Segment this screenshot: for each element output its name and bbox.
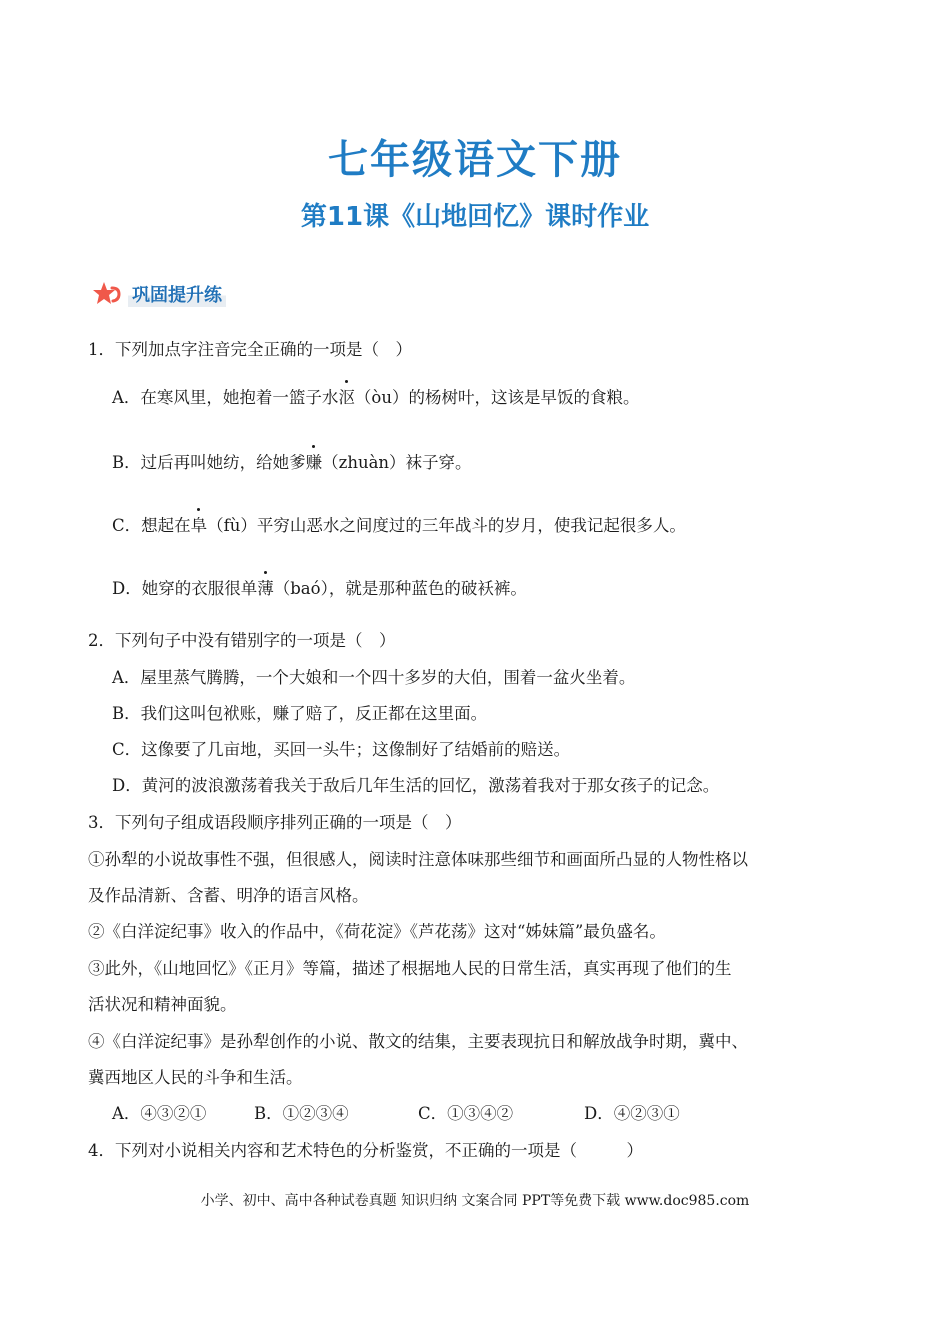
page-title: 七年级语文下册 [328,137,622,183]
q2-option-d: D．黄河的波浪激荡着我关于敌后几年生活的回忆，激荡着我对于那女孩子的记念。 [112,776,720,795]
q3-sentence-4-cont: 冀西地区人民的斗争和生活。 [88,1068,303,1087]
section-label: 巩固提升练 [128,281,226,307]
page-footer: 小学、初中、高中各种试卷真题 知识归纳 文案合同 PPT等免费下载 www.doc985.com [200,1193,750,1209]
q1-option-b: B．过后再叫她纺，给她爹赚（zhuàn）袜子穿。 [112,451,472,475]
q3-sentence-3: ③此外，《山地回忆》《正月》等篇，描述了根据地人民的日常生活，真实再现了他们的生 [88,959,732,978]
q3-sentence-1: ①孙犁的小说故事性不强，但很感人，阅读时注意体味那些细节和画面所凸显的人物性格以 [88,850,748,869]
question-2-stem: 2．下列句子中没有错别字的一项是（ ） [88,631,396,650]
q2-option-a: A．屋里蒸气腾腾，一个大娘和一个四十多岁的大伯，围着一盆火坐着。 [112,668,636,687]
question-4-stem: 4．下列对小说相关内容和艺术特色的分析鉴赏，不正确的一项是（ ） [88,1141,643,1160]
q3-option-b: B．①②③④ [254,1104,349,1123]
lesson-subtitle: 第11课《山地回忆》课时作业 [300,202,650,232]
q2-option-b: B．我们这叫包袱账，赚了赔了，反正都在这里面。 [112,704,488,723]
section-header [92,280,226,308]
q3-option-c: C．①③④② [418,1104,514,1123]
q1-option-d: D．她穿的衣服很单薄（baó），就是那种蓝色的破袄裤。 [112,577,527,601]
q1-option-c: C．想起在阜（fù）平穷山恶水之间度过的三年战斗的岁月，使我记起很多人。 [112,514,686,538]
q3-option-a: A．④③②① [112,1104,207,1123]
q2-option-c: C．这像要了几亩地，买回一头牛；这像制好了结婚前的赔送。 [112,740,571,759]
question-3-stem: 3．下列句子组成语段顺序排列正确的一项是（ ） [88,813,462,832]
question-1-stem: 1．下列加点字注音完全正确的一项是（ ） [88,340,412,359]
star-icon [92,280,122,308]
q3-sentence-2: ②《白洋淀纪事》收入的作品中，《荷花淀》《芦花荡》这对“姊妹篇”最负盛名。 [88,922,666,941]
q3-sentence-3-cont: 活状况和精神面貌。 [88,995,237,1014]
q3-sentence-4: ④《白洋淀纪事》是孙犁创作的小说、散文的结集，主要表现抗日和解放战争时期，冀中、 [88,1032,748,1051]
q3-option-d: D．④②③① [584,1104,680,1123]
q3-sentence-1-cont: 及作品清新、含蓄、明净的语言风格。 [88,886,369,905]
q1-option-a: A．在寒风里，她抱着一篮子水沤（òu）的杨树叶，这该是早饭的食粮。 [112,386,639,410]
